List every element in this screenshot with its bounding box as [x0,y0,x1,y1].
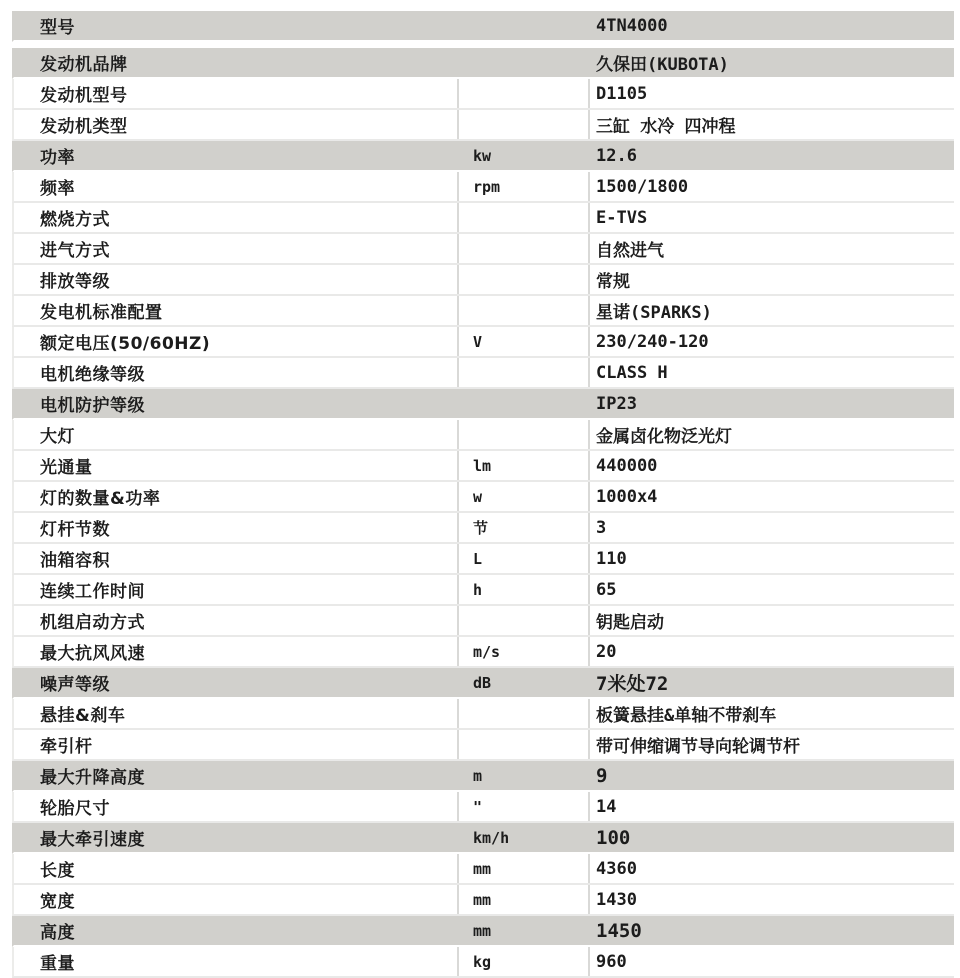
spec-unit [459,48,590,77]
spec-label: 电机绝缘等级 [14,358,459,387]
spec-row [12,172,954,203]
spec-label: 发电机标准配置 [14,296,459,325]
spec-label: 重量 [14,947,459,976]
spec-label: 排放等级 [14,265,459,294]
spec-row [12,141,954,172]
spec-value: 1500/1800 [596,176,689,197]
spec-unit: mm [459,885,590,914]
spec-unit [459,234,590,263]
spec-value: 带可伸缩调节导向轮调节杆 [596,737,800,757]
spec-value: 3 [596,517,607,538]
spec-row [12,544,954,575]
spec-row [12,11,954,42]
spec-value: 星诺(SPARKS) [596,303,712,323]
spec-value: 960 [596,951,627,972]
spec-value: 板簧悬挂&单轴不带刹车 [596,706,777,726]
spec-row [12,668,954,699]
spec-row [12,420,954,451]
spec-unit [459,699,590,728]
spec-label: 高度 [40,923,75,943]
spec-unit: h [459,575,590,604]
spec-label: 功率 [40,148,75,168]
spec-label: 发动机型号 [14,79,459,108]
spec-row [12,296,954,327]
spec-label: 频率 [14,172,459,201]
spec-row [12,823,954,854]
spec-value: 三缸 水冷 四冲程 [596,117,736,137]
spec-unit: 节 [459,513,590,542]
spec-row [12,389,954,420]
spec-value: 110 [596,548,627,569]
spec-label: 宽度 [14,885,459,914]
spec-value: 久保田(KUBOTA) [596,55,729,75]
spec-row [12,916,954,947]
spec-value: 230/240-120 [596,331,709,352]
spec-unit: m/s [459,637,590,666]
spec-value: 4360 [596,858,637,879]
spec-value: 1000x4 [596,486,658,507]
spec-unit [459,420,590,449]
spec-row [12,234,954,265]
spec-unit: w [459,482,590,511]
spec-value: D1105 [596,83,648,104]
spec-unit [459,358,590,387]
spec-label: 连续工作时间 [14,575,459,604]
spec-label: 灯的数量&功率 [14,482,459,511]
spec-row [12,451,954,482]
spec-label: 额定电压(50/60HZ) [14,327,459,356]
spec-value: 7米处72 [596,673,669,695]
spec-label: 发动机类型 [14,110,459,139]
spec-label: 燃烧方式 [14,203,459,232]
spec-label: 牵引杆 [14,730,459,759]
spec-value: 1450 [596,919,642,942]
spec-row [12,947,954,978]
spec-label: 进气方式 [14,234,459,263]
spec-label: 长度 [14,854,459,883]
spec-row [12,730,954,761]
spec-unit: rpm [459,172,590,201]
spec-value: 14 [596,796,617,817]
spec-unit [459,730,590,759]
spec-value: 100 [596,826,631,849]
spec-value: 自然进气 [596,241,664,261]
spec-row [12,792,954,823]
spec-row [12,327,954,358]
spec-row [12,110,954,141]
spec-unit: kg [459,947,590,976]
spec-unit [459,110,590,139]
spec-label: 光通量 [14,451,459,480]
spec-label: 最大抗风风速 [14,637,459,666]
spec-value: 12.6 [596,145,637,166]
spec-unit [459,265,590,294]
spec-value: 常规 [596,272,630,292]
spec-row [12,761,954,792]
spec-label: 最大牵引速度 [40,830,145,850]
spec-unit: L [459,544,590,573]
spec-unit: lm [459,451,590,480]
spec-row [12,358,954,389]
spec-row [12,513,954,544]
spec-label: 噪声等级 [40,675,110,695]
spec-value: 440000 [596,455,658,476]
spec-row [12,699,954,730]
spec-unit: dB [473,673,492,692]
spec-unit [459,203,590,232]
spec-unit: mm [459,854,590,883]
spec-value: CLASS H [596,362,668,383]
spec-row [12,575,954,606]
spec-row [12,482,954,513]
spec-label: 型号 [40,18,75,38]
spec-unit [459,389,590,418]
spec-unit: mm [473,921,492,940]
spec-row [12,637,954,668]
spec-unit: km/h [473,828,510,847]
spec-unit [459,296,590,325]
spec-label: 发动机品牌 [40,55,128,75]
spec-value: IP23 [596,393,637,414]
spec-row [12,854,954,885]
spec-unit [459,606,590,635]
spec-unit: " [459,792,590,821]
spec-row [12,203,954,234]
spec-row [12,79,954,110]
spec-value: 65 [596,579,617,600]
spec-unit [459,11,590,40]
spec-label: 电机防护等级 [40,396,145,416]
spec-label: 悬挂&刹车 [14,699,459,728]
spec-label: 灯杆节数 [14,513,459,542]
spec-value: 1430 [596,889,637,910]
spec-row [12,606,954,637]
spec-label: 油箱容积 [14,544,459,573]
spec-row [12,265,954,296]
spec-unit: m [473,766,483,785]
spec-label: 轮胎尺寸 [14,792,459,821]
spec-row [12,48,954,79]
spec-value: 金属卤化物泛光灯 [596,427,732,447]
spec-table [12,11,954,978]
spec-row [12,885,954,916]
spec-unit: kw [473,146,492,165]
spec-value: 4TN4000 [596,15,668,36]
spec-value: E-TVS [596,207,648,228]
spec-label: 机组启动方式 [14,606,459,635]
spec-value: 钥匙启动 [596,613,664,633]
spec-unit: V [459,327,590,356]
spec-label: 大灯 [14,420,459,449]
spec-value: 9 [596,764,608,787]
spec-label: 最大升降高度 [40,768,145,788]
spec-unit [459,79,590,108]
spec-value: 20 [596,641,617,662]
